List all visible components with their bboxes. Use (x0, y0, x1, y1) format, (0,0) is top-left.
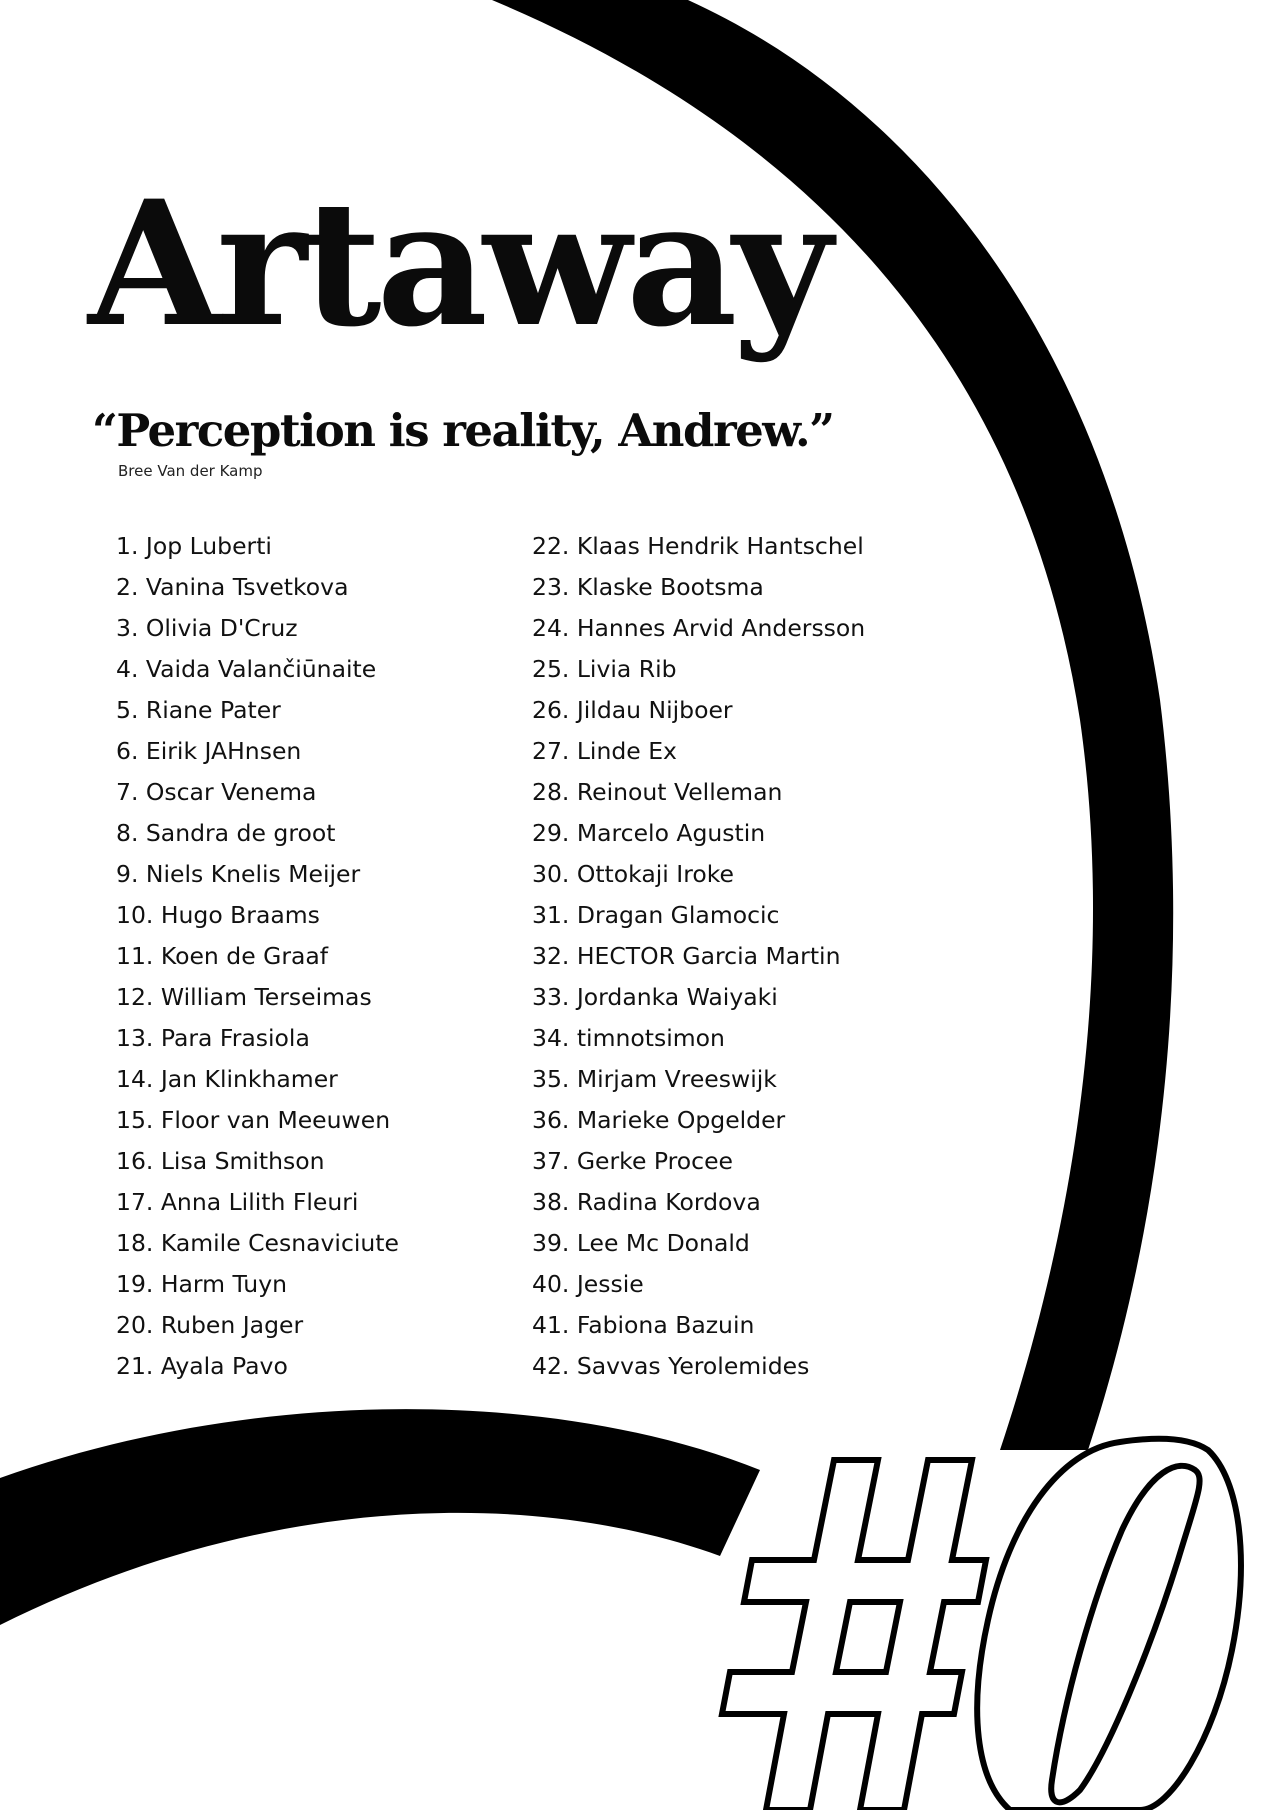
name-item: 7. Oscar Venema (116, 778, 317, 806)
name-item: 9. Niels Knelis Meijer (116, 860, 361, 888)
name-item: 38. Radina Kordova (532, 1188, 761, 1216)
name-item: 20. Ruben Jager (116, 1311, 304, 1339)
name-item: 36. Marieke Opgelder (532, 1106, 786, 1134)
name-item: 24. Hannes Arvid Andersson (532, 614, 866, 642)
name-item: 17. Anna Lilith Fleuri (116, 1188, 359, 1216)
quote-attribution: Bree Van der Kamp (118, 462, 263, 480)
name-item: 29. Marcelo Agustin (532, 819, 766, 847)
name-item: 27. Linde Ex (532, 737, 677, 765)
name-item: 22. Klaas Hendrik Hantschel (532, 532, 864, 560)
quote-text: “Perception is reality, Andrew.” (92, 404, 834, 457)
name-item: 18. Kamile Cesnaviciute (116, 1229, 399, 1257)
name-item: 12. William Terseimas (116, 983, 372, 1011)
name-item: 31. Dragan Glamocic (532, 901, 780, 929)
name-item: 11. Koen de Graaf (116, 942, 329, 970)
name-item: 16. Lisa Smithson (116, 1147, 325, 1175)
name-item: 19. Harm Tuyn (116, 1270, 288, 1298)
badge-zero-hash (722, 1439, 1241, 1810)
name-item: 25. Livia Rib (532, 655, 677, 683)
name-item: 21. Ayala Pavo (116, 1352, 288, 1380)
name-item: 23. Klaske Bootsma (532, 573, 764, 601)
name-item: 2. Vanina Tsvetkova (116, 573, 349, 601)
name-item: 33. Jordanka Waiyaki (532, 983, 778, 1011)
name-item: 3. Olivia D'Cruz (116, 614, 298, 642)
name-item: 15. Floor van Meeuwen (116, 1106, 391, 1134)
name-item: 30. Ottokaji Iroke (532, 860, 734, 888)
names-list-right (532, 526, 865, 1387)
name-item: 41. Fabiona Bazuin (532, 1311, 755, 1339)
name-item: 39. Lee Mc Donald (532, 1229, 750, 1257)
name-item: 26. Jildau Nijboer (532, 696, 733, 724)
name-item: 14. Jan Klinkhamer (116, 1065, 338, 1093)
name-item: 1. Jop Luberti (116, 532, 272, 560)
name-item: 35. Mirjam Vreeswijk (532, 1065, 777, 1093)
name-item: 13. Para Frasiola (116, 1024, 310, 1052)
name-item: 37. Gerke Procee (532, 1147, 733, 1175)
name-item: 6. Eirik JAHnsen (116, 737, 302, 765)
bottom-left-arc (0, 1409, 760, 1625)
names-list-left (116, 526, 399, 1387)
poster-title: Artaway (88, 162, 828, 365)
name-item: 4. Vaida Valančiūnaite (116, 655, 377, 683)
zero-digit (977, 1439, 1241, 1810)
name-item: 40. Jessie (532, 1270, 644, 1298)
name-item: 42. Savvas Yerolemides (532, 1352, 810, 1380)
name-item: 5. Riane Pater (116, 696, 281, 724)
name-item: 8. Sandra de groot (116, 819, 336, 847)
name-item: 32. HECTOR Garcia Martin (532, 942, 841, 970)
name-item: 34. timnotsimon (532, 1024, 725, 1052)
hash-symbol (722, 1460, 986, 1810)
name-item: 28. Reinout Velleman (532, 778, 783, 806)
name-item: 10. Hugo Braams (116, 901, 320, 929)
